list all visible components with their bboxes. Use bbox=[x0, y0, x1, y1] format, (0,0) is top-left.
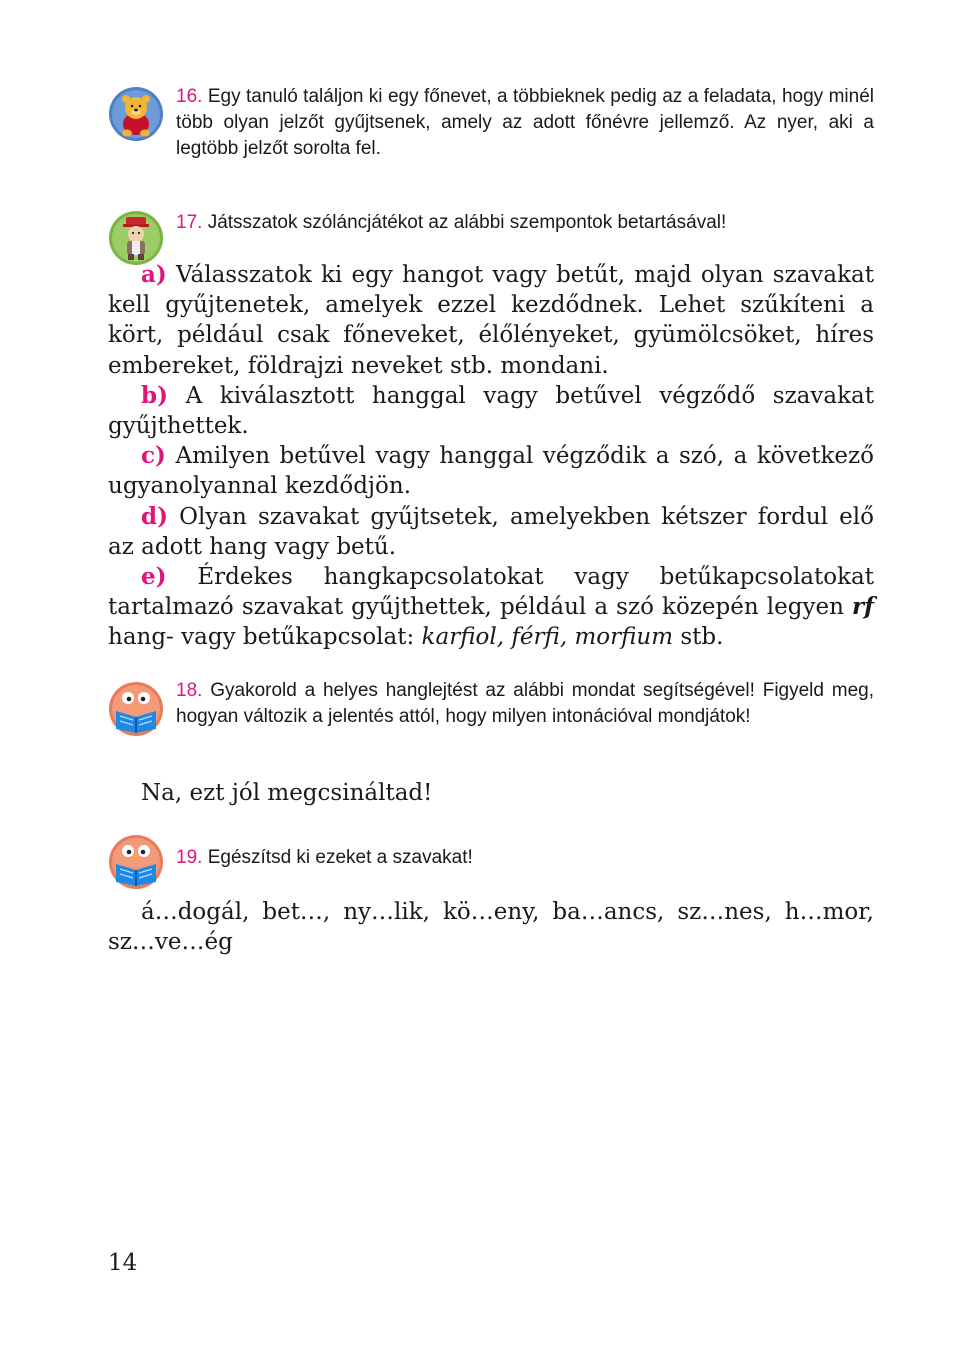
exercise-17-items bbox=[108, 260, 874, 653]
exercise-19 bbox=[108, 845, 874, 871]
item-c bbox=[108, 441, 874, 501]
item-label: e) bbox=[141, 563, 167, 591]
item-text: Amilyen betűvel vagy hanggal végződik a szó, a következő ugyanolyannal kezdődjön. bbox=[108, 443, 875, 500]
exercise-17 bbox=[108, 210, 874, 236]
exercise-number: 18. bbox=[176, 680, 203, 701]
exercise-number: 17. bbox=[176, 212, 203, 233]
item-b bbox=[108, 381, 874, 441]
instruction-text: Gyakorold a helyes hanglejtést az alábbi mondat segítségével! Figyeld meg, hogyan változik a jelentés attól, hogy milyen intonációval mondjátok! bbox=[176, 680, 875, 727]
item-text: Válasszatok ki egy hangot vagy betűt, majd olyan szavakat kell gyűjtenetek, amelyek ezzel kezdődnek. Lehet szűkíteni a kört, például csak főneveket, élőlényeket, gyümölcsöket, híres embereket, földrajzi neveket stb. mondani. bbox=[108, 262, 875, 379]
item-text: Érdekes hangkapcsolatokat vagy betűkapcsolatokat tartalmazó szavakat gyűjthettek, például a szó közepén legyen bbox=[108, 564, 875, 621]
instruction-text: Egy tanuló találjon ki egy főnevet, a többieknek pedig az a feladata, hogy minél több olyan jelzőt gyűjtsenek, amely az adott főnévre jellemző. Az nyer, aki a legtöbb jelzőt sorolta fel. bbox=[176, 86, 875, 159]
character-icon bbox=[108, 210, 164, 266]
exercise-18 bbox=[108, 678, 874, 730]
exercise-number: 19. bbox=[176, 847, 203, 868]
reading-owl-icon bbox=[108, 681, 164, 737]
item-a bbox=[108, 260, 874, 381]
item-text: Olyan szavakat gyűjtsetek, amelyekben kétszer fordul elő az adott hang vagy betű. bbox=[108, 503, 874, 560]
example-sentence bbox=[108, 778, 874, 808]
item-label: b) bbox=[141, 381, 168, 409]
emphasized-letters: rf bbox=[852, 593, 875, 621]
incomplete-words: á…dogál, bet…, ny…lik, kö…eny, ba…ancs, sz…nes, h…mor, sz…ve…ég bbox=[108, 899, 874, 956]
exercise-18-text bbox=[176, 678, 874, 730]
exercise-number: 16. bbox=[176, 86, 203, 107]
exercise-16 bbox=[108, 84, 874, 162]
reading-owl-icon bbox=[108, 834, 164, 890]
instruction-text: Játsszatok szóláncjátékot az alábbi szempontok betartásával! bbox=[207, 212, 727, 233]
exercise-19-text bbox=[176, 845, 874, 871]
item-e bbox=[108, 562, 874, 653]
word-completion-list bbox=[108, 897, 874, 957]
example-words: karfiol, férfi, morfium bbox=[421, 624, 674, 651]
exercise-16-text bbox=[176, 84, 874, 162]
sentence-text: Na, ezt jól megcsináltad! bbox=[141, 780, 433, 806]
item-label: c) bbox=[141, 442, 166, 470]
item-label: a) bbox=[141, 261, 167, 288]
instruction-text: Egészítsd ki ezeket a szavakat! bbox=[207, 847, 473, 868]
exercise-17-text bbox=[176, 210, 874, 236]
item-label: d) bbox=[141, 502, 168, 530]
item-text: hang- vagy betűkapcsolat: bbox=[108, 624, 415, 651]
bear-icon bbox=[108, 86, 164, 142]
item-text: stb. bbox=[680, 624, 724, 651]
item-text: A kiválasztott hanggal vagy betűvel végződő szavakat gyűjthettek. bbox=[108, 382, 874, 440]
item-d bbox=[108, 502, 874, 562]
page-number: 14 bbox=[108, 1250, 138, 1276]
